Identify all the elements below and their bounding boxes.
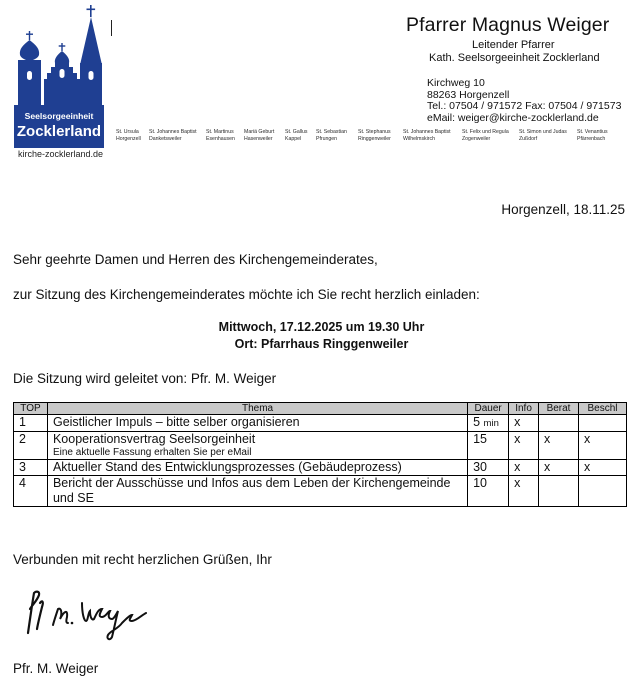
address-phone: Tel.: 07504 / 971572 Fax: 07504 / 971573 bbox=[427, 100, 622, 112]
berat-mark bbox=[539, 415, 579, 432]
closing-text: Verbunden mit recht herzlichen Grüßen, Ihr bbox=[13, 552, 272, 567]
info-mark: x bbox=[509, 432, 539, 460]
invitation-text: zur Sitzung des Kirchengemeinderates möchte ich Sie recht herzlich einladen: bbox=[13, 287, 480, 302]
parish-logo bbox=[14, 5, 104, 148]
address-email: eMail: weiger@kirche-zocklerland.de bbox=[427, 111, 599, 124]
header-thema: Thema bbox=[47, 403, 467, 415]
duration: 5 min bbox=[468, 415, 509, 432]
signature-icon bbox=[22, 585, 152, 645]
table-header-row bbox=[14, 403, 627, 415]
parish-item: St. Ursula Horgenzell bbox=[116, 129, 141, 142]
duration: 15 bbox=[468, 432, 509, 460]
duration: 10 bbox=[468, 476, 509, 507]
parish-item: St. Felix und Regula Zogenweiler bbox=[462, 129, 509, 142]
sender-role: Leitender Pfarrer bbox=[472, 39, 555, 51]
table-row bbox=[14, 476, 627, 507]
agenda-table bbox=[13, 402, 627, 507]
sender-unit: Kath. Seelsorgeeinheit Zocklerland bbox=[429, 52, 600, 64]
handwritten-signature bbox=[22, 585, 152, 645]
logo-line1: Seelsorgeeinheit bbox=[24, 111, 94, 121]
header-beschl: Beschl bbox=[579, 403, 627, 415]
table-row bbox=[14, 432, 627, 460]
parish-item: Mariä Geburt Hasenweiler bbox=[244, 129, 275, 142]
sender-name: Pfarrer Magnus Weiger bbox=[406, 14, 610, 36]
top-number: 4 bbox=[14, 476, 48, 507]
berat-mark: x bbox=[539, 460, 579, 476]
website-url: kirche-zocklerland.de bbox=[18, 149, 104, 159]
address-street: Kirchweg 10 bbox=[427, 77, 485, 89]
meeting-date: Mittwoch, 17.12.2025 um 19.30 Uhr bbox=[218, 320, 425, 334]
parish-item: St. Stephanus Ringgenweiler bbox=[358, 129, 391, 142]
info-mark: x bbox=[509, 415, 539, 432]
berat-mark: x bbox=[539, 432, 579, 460]
header-dauer: Dauer bbox=[468, 403, 509, 415]
sender-address bbox=[427, 78, 621, 124]
topic-note: Eine aktuelle Fassung erhalten Sie per eMail bbox=[52, 447, 252, 458]
topic: Geistlicher Impuls – bitte selber organisieren bbox=[47, 415, 467, 432]
parish-list bbox=[116, 129, 636, 149]
signature-name: Pfr. M. Weiger bbox=[13, 661, 99, 676]
top-number: 3 bbox=[14, 460, 48, 476]
info-mark: x bbox=[509, 460, 539, 476]
topic: Kooperationsvertrag Seelsorgeinheit Eine aktuelle Fassung erhalten Sie per eMail bbox=[47, 432, 467, 460]
header-top: TOP bbox=[14, 403, 48, 415]
topic: Aktueller Stand des Entwicklungsprozesses (Gebäudeprozess) bbox=[47, 460, 467, 476]
parish-item: St. Venantius Pfärrenbach bbox=[577, 129, 608, 142]
meeting-place: Ort: Pfarrhaus Ringgenweiler bbox=[234, 337, 409, 351]
table-row bbox=[14, 415, 627, 432]
beschl-mark: x bbox=[579, 432, 627, 460]
parish-item: St. Simon und Judas Zußdorf bbox=[519, 129, 567, 142]
header-berat: Berat bbox=[539, 403, 579, 415]
top-number: 2 bbox=[14, 432, 48, 460]
parish-item: St. Johannes Baptist Danketsweiler bbox=[149, 129, 197, 142]
logo-line2: Zocklerland bbox=[16, 123, 102, 140]
topic: Bericht der Ausschüsse und Infos aus dem Leben der Kirchengemeinde und SE bbox=[47, 476, 467, 507]
info-mark: x bbox=[509, 476, 539, 507]
beschl-mark bbox=[579, 415, 627, 432]
duration: 30 bbox=[468, 460, 509, 476]
chair-line: Die Sitzung wird geleitet von: Pfr. M. Weiger bbox=[13, 371, 277, 386]
church-logo-icon bbox=[14, 5, 104, 148]
parish-item: St. Sebastian Pfrungen bbox=[316, 129, 347, 142]
address-city: 88263 Horgenzell bbox=[427, 88, 510, 101]
berat-mark bbox=[539, 476, 579, 507]
parish-item: St. Martinus Esenhausen bbox=[206, 129, 235, 142]
parish-item: St. Gallus Kappel bbox=[285, 129, 308, 142]
beschl-mark bbox=[579, 476, 627, 507]
salutation: Sehr geehrte Damen und Herren des Kirchengemeinderates, bbox=[13, 252, 378, 267]
header-info: Info bbox=[509, 403, 539, 415]
letter-date: Horgenzell, 18.11.25 bbox=[501, 202, 625, 217]
divider bbox=[111, 20, 112, 36]
table-row bbox=[14, 460, 627, 476]
parish-item: St. Johannes Baptist Wilhelmskirch bbox=[403, 129, 451, 142]
top-number: 1 bbox=[14, 415, 48, 432]
beschl-mark: x bbox=[579, 460, 627, 476]
